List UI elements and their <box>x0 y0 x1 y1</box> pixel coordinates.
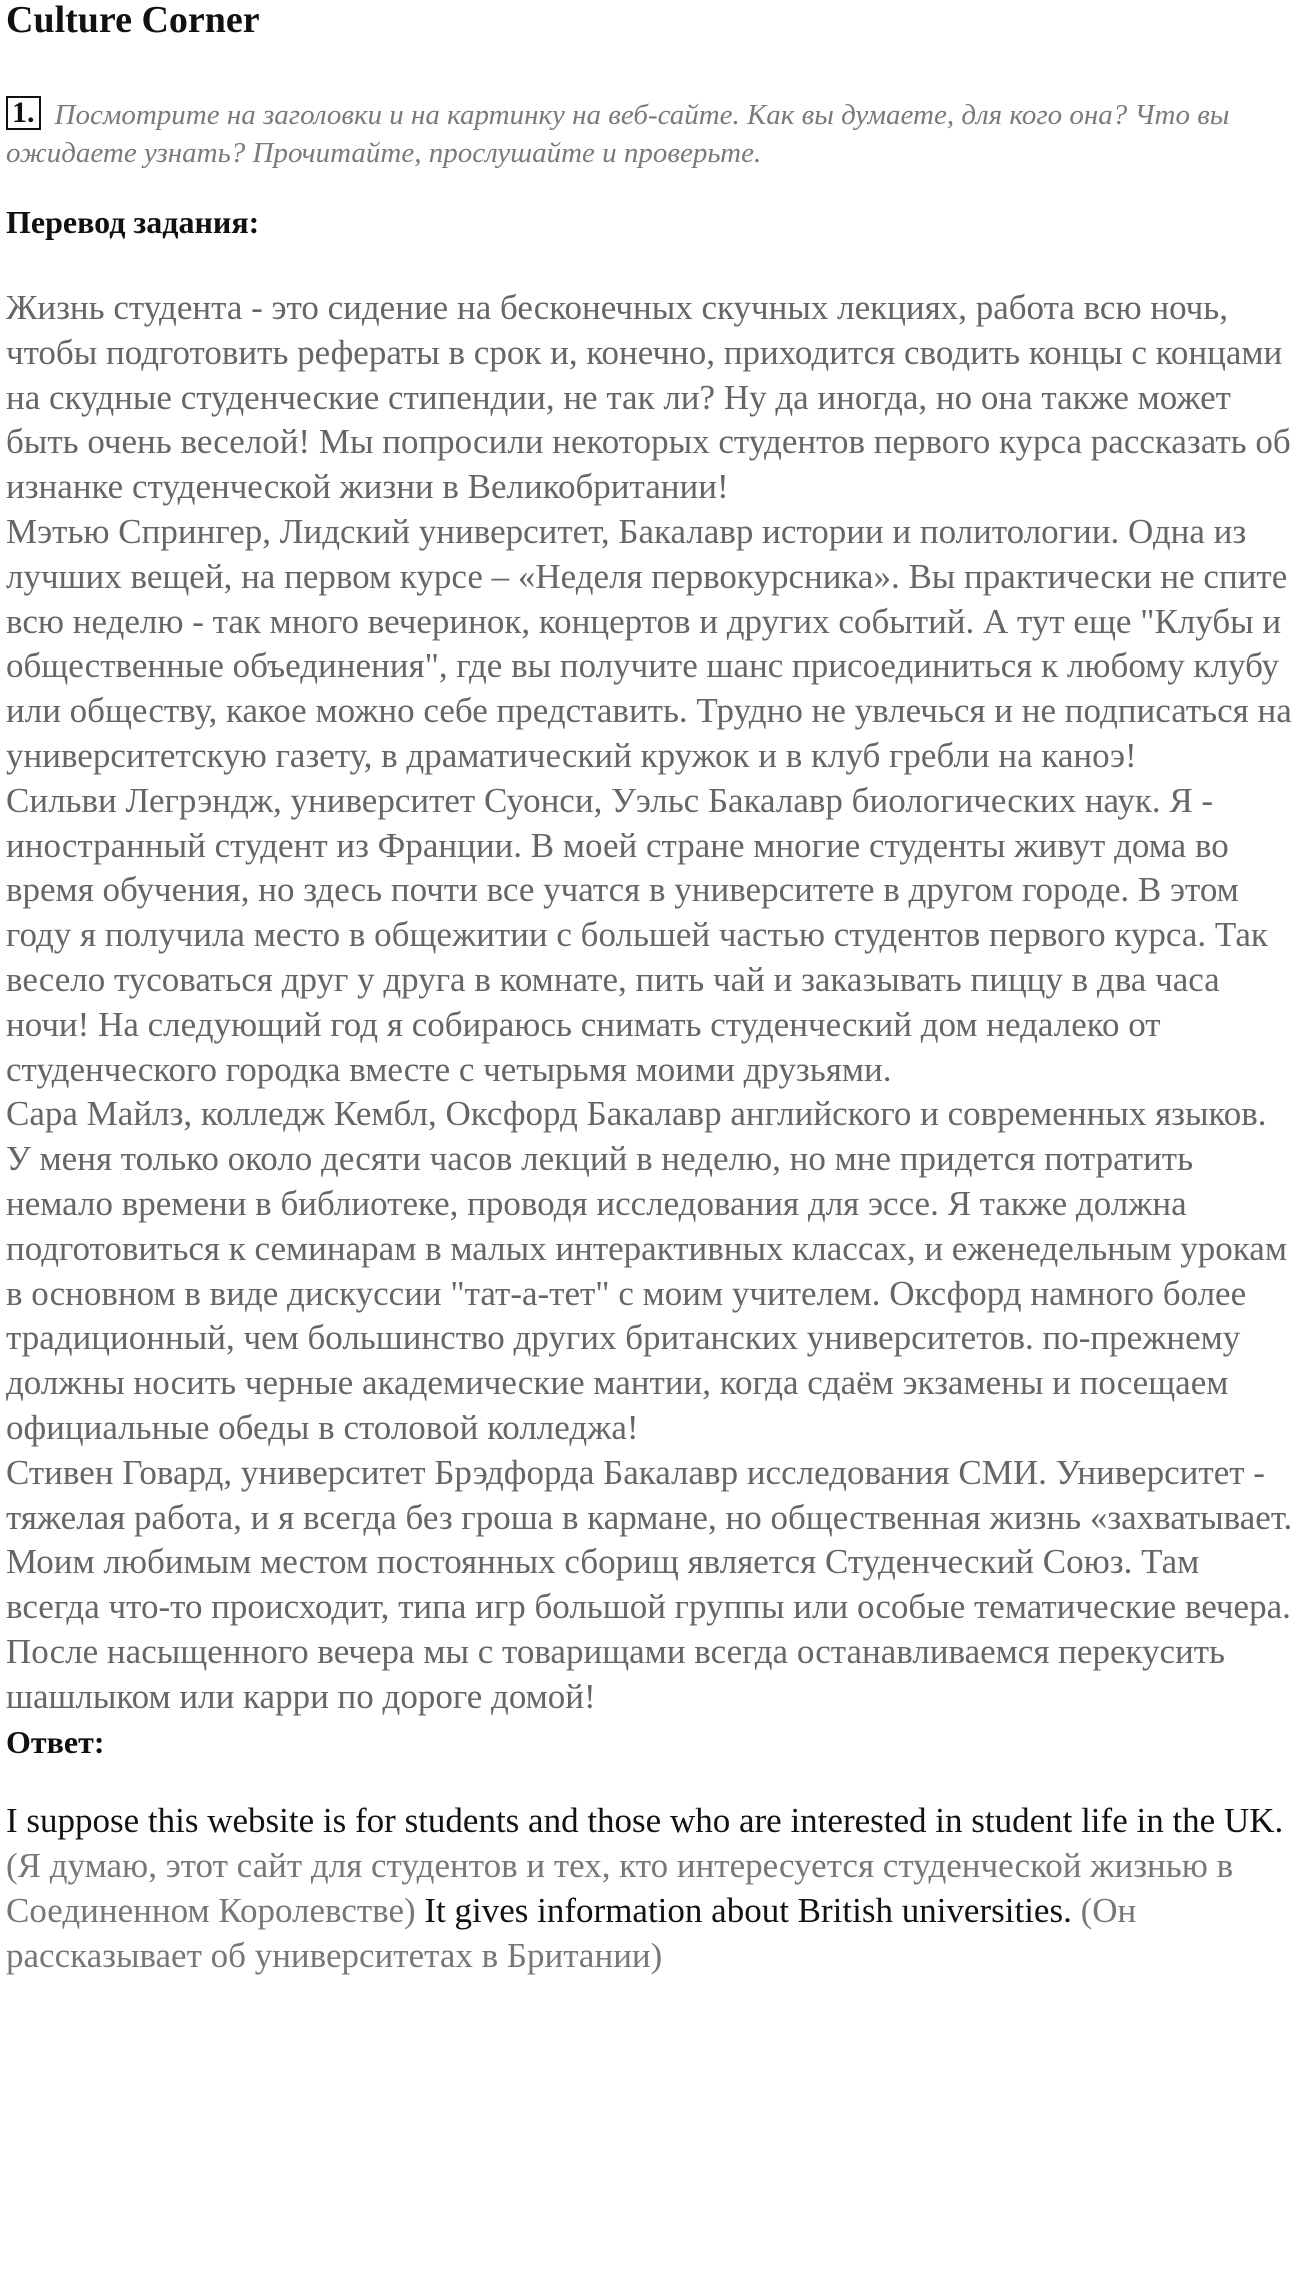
translation-text <box>6 286 1296 1720</box>
task-text: Посмотрите на заголовки и на картинку на веб-сайте. Как вы думаете, для кого она? Что вы ожидаете узнать? Прочитайте, прослушайте и проверьте. <box>6 99 1230 169</box>
translation-paragraph-sylvie: Сильви Легрэндж, университет Суонси, Уэльс Бакалавр биологических наук. Я - иностранный студент из Франции. В моей стране многие студенты живут дома во время обучения, но здесь почти все учатся в университете в другом городе. В этом году я получила место в общежитии с большей частью студентов первого курса. Так весело тусоваться друг у друга в комнате, пить чай и заказывать пиццу в два часа ночи! На следующий год я собираюсь снимать студенческий дом недалеко от студенческого городка вместе с четырьмя моими друзьями. <box>6 780 1268 1089</box>
answer-russian-2: (Он рассказывает об университетах в Британии) <box>6 1890 1137 1975</box>
translation-heading: Перевод задания: <box>6 204 260 240</box>
translation-paragraph-intro: Жизнь студента - это сидение на бесконечных скучных лекциях, работа всю ночь, чтобы подготовить рефераты в срок и, конечно, приходится сводить концы с концами на скудные студенческие стипендии, не так ли? Ну да иногда, но она также может быть очень веселой! Мы попросили некоторых студентов первого курса рассказать об изнанке студенческой жизни в Великобритании! <box>6 288 1291 507</box>
answer-english-2: It gives information about British universities. <box>424 1890 1072 1930</box>
translation-paragraph-steven: Стивен Говард, университет Брэдфорда Бакалавр исследования СМИ. Университет - тяжелая работа, и я всегда без гроша в кармане, но общественная жизнь «захватывает. Моим любимым местом постоянных сборищ является Студенческий Союз. Там всегда что-то происходит, типа игр большой группы или особые тематические вечера. После насыщенного вечера мы с товарищами всегда останавливаемся перекусить шашлыком или карри по дороге домой! <box>6 1452 1293 1716</box>
page-title: Culture Corner <box>6 0 260 41</box>
task-number: 1. <box>6 96 41 130</box>
translation-paragraph-sarah: У меня только около десяти часов лекций в неделю, но мне придется потратить немало времени в библиотеке, проводя исследования для эссе. Я также должна подготовиться к семинарам в малых интерактивных классах, и еженедельным урокам в основном в виде дискуссии "тат-а-тет" с моим учителем. Оксфорд намного более традиционный, чем большинство других британских университетов. по-прежнему должны носить черные академические мантии, когда сдаём экзамены и посещаем официальные обеды в столовой колледжа! <box>6 1139 1287 1447</box>
answer-english-1: I suppose this website is for students and those who are interested in student life in the UK. <box>6 1800 1284 1840</box>
task-instruction <box>6 96 1276 172</box>
answer-heading: Ответ: <box>6 1723 105 1760</box>
answer-text <box>6 1798 1296 1978</box>
translation-paragraph-matthew: Мэтью Спрингер, Лидский университет, Бакалавр истории и политологии. Одна из лучших вещей, на первом курсе – «Неделя первокурсника». Вы практически не спите всю неделю - так много вечеринок, концертов и других событий. А тут еще "Клубы и общественные объединения", где вы получите шанс присоединиться к любому клубу или обществу, какое можно себе представить. Трудно не увлечься и не подписаться на университетскую газету, в драматический кружок и в клуб гребли на каноэ! <box>6 511 1292 775</box>
translation-paragraph-sarah-header: Сара Майлз, колледж Кембл, Оксфорд Бакалавр английского и современных языков. <box>6 1094 1267 1134</box>
answer-russian-1: (Я думаю, этот сайт для студентов и тех, кто интересуется студенческой жизнью в Соединенном Королевстве) <box>6 1845 1234 1930</box>
